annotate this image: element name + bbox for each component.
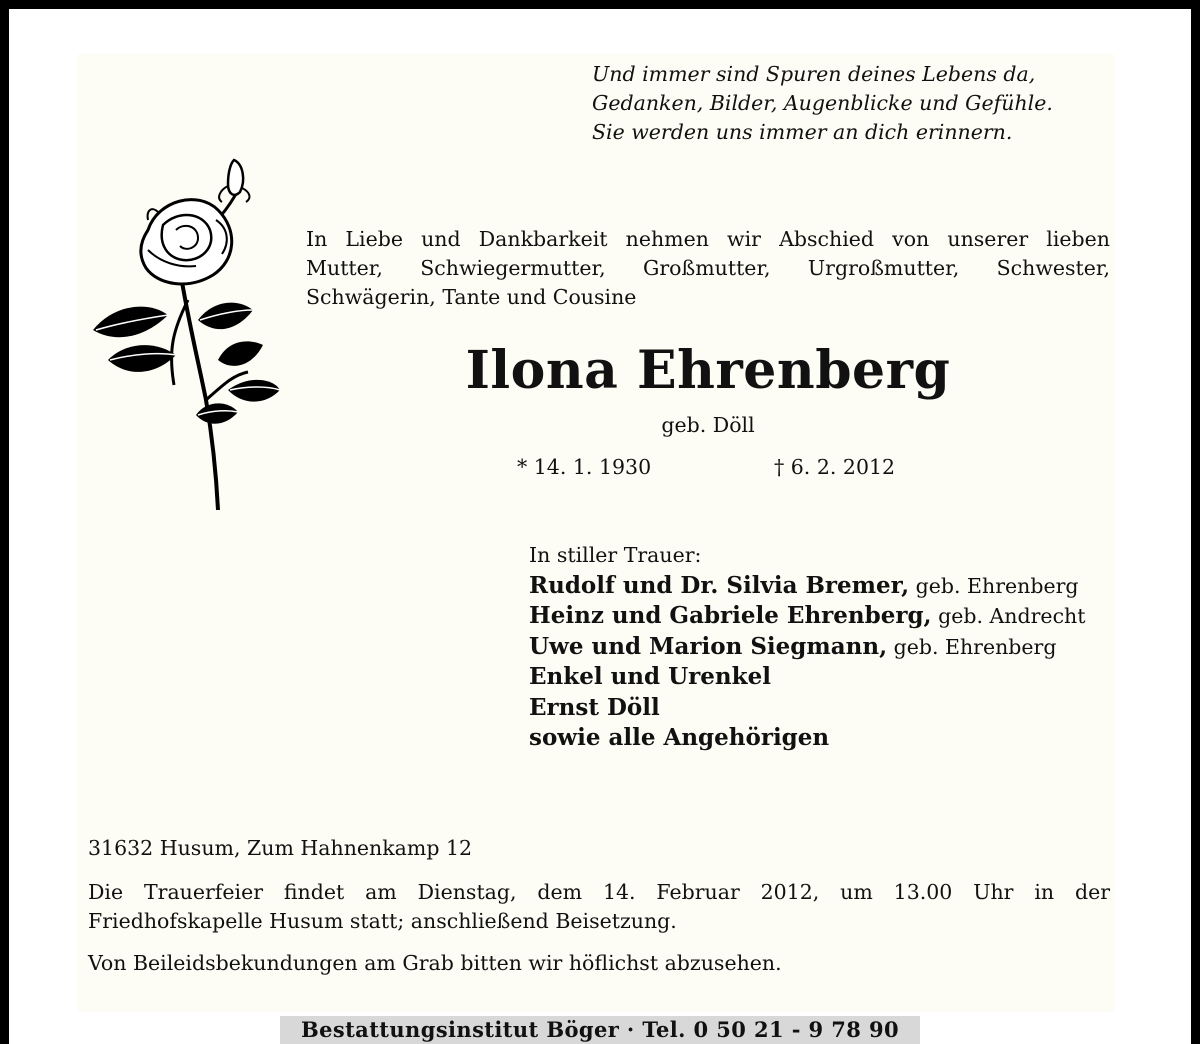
mourner-names: Uwe und Marion Siegmann, xyxy=(529,632,888,660)
mourner-row xyxy=(529,632,1086,663)
maiden-name: geb. Döll xyxy=(661,413,755,437)
mourner-suffix: geb. Ehrenberg xyxy=(909,573,1079,598)
mourner-names: Enkel und Urenkel xyxy=(529,663,771,690)
mourner-row xyxy=(529,601,1086,632)
rose-icon xyxy=(88,150,283,510)
intro-text xyxy=(306,225,1110,312)
mourners-label: In stiller Trauer: xyxy=(529,543,702,567)
death-date: † 6. 2. 2012 xyxy=(774,455,896,479)
mourner-names: Heinz und Gabriele Ehrenberg, xyxy=(529,602,932,629)
mourner-names: Rudolf und Dr. Silvia Bremer, xyxy=(529,571,910,599)
mourners-list xyxy=(529,540,1086,754)
mourner-row xyxy=(529,662,1086,693)
poem xyxy=(592,60,1053,147)
mourner-suffix: geb. Andrecht xyxy=(931,604,1086,628)
deceased-name: Ilona Ehrenberg xyxy=(465,340,951,401)
mourner-row xyxy=(529,571,1086,602)
mourner-names: sowie alle Angehörigen xyxy=(529,724,830,751)
poem-line: Sie werden uns immer an dich erinnern. xyxy=(592,120,1013,144)
mourner-names: Ernst Döll xyxy=(529,693,660,721)
service-info xyxy=(88,878,1110,936)
funeral-home-footer: Bestattungsinstitut Böger · Tel. 0 50 21 - 9 78 90 xyxy=(280,1016,920,1044)
address: 31632 Husum, Zum Hahnenkamp 12 xyxy=(88,836,473,860)
mourner-row xyxy=(529,693,1086,724)
intro-line: Schwägerin, Tante und Cousine xyxy=(306,285,637,309)
condolences-note: Von Beileidsbekundungen am Grab bitten wir höflichst abzusehen. xyxy=(88,951,782,975)
service-line: Friedhofskapelle Husum statt; anschließend Beisetzung. xyxy=(88,909,677,933)
poem-line: Und immer sind Spuren deines Lebens da, xyxy=(592,62,1036,86)
intro-line: Mutter, Schwiegermutter, Großmutter, Urgroßmutter, Schwester, xyxy=(306,256,1110,280)
poem-line: Gedanken, Bilder, Augenblicke und Gefühle. xyxy=(592,91,1053,115)
service-line: Die Trauerfeier findet am Dienstag, dem 14. Februar 2012, um 13.00 Uhr in der xyxy=(88,880,1110,904)
birth-date: * 14. 1. 1930 xyxy=(517,455,652,479)
mourner-row xyxy=(529,723,1086,754)
intro-line: In Liebe und Dankbarkeit nehmen wir Abschied von unserer lieben xyxy=(306,227,1110,251)
mourner-suffix: geb. Ehrenberg xyxy=(887,634,1057,659)
